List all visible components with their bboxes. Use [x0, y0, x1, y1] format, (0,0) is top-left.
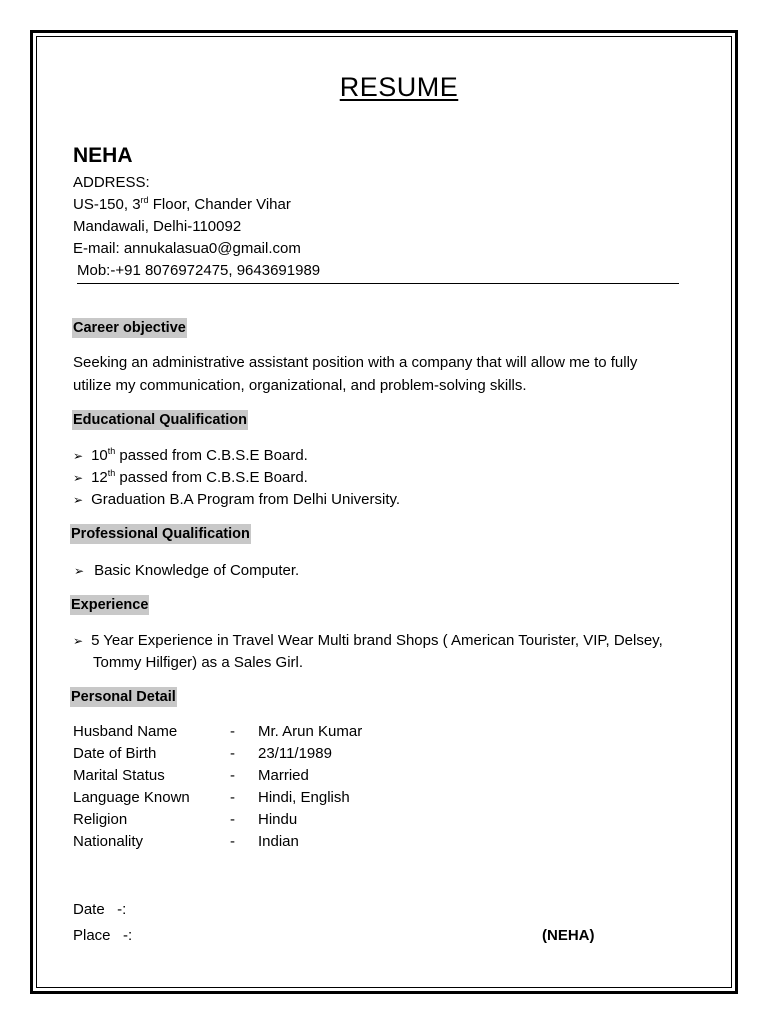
detail-separator: - — [230, 811, 235, 828]
detail-value: Mr. Arun Kumar — [258, 723, 363, 740]
experience-line-1 — [73, 630, 663, 652]
education-item — [73, 489, 400, 511]
detail-value: 23/11/1989 — [258, 745, 332, 762]
education-item-sup: th — [107, 446, 116, 456]
professional-qualification-heading: Professional Qualification — [71, 526, 250, 542]
detail-label: Nationality — [73, 833, 144, 850]
arrow-bullet-icon: ➢ — [73, 449, 84, 463]
detail-label: Marital Status — [73, 767, 165, 784]
detail-separator: - — [230, 789, 235, 806]
detail-value: Hindu — [258, 811, 298, 828]
education-item-rest: passed from C.B.S.E Board. — [115, 469, 308, 486]
candidate-name: NEHA — [73, 144, 133, 167]
detail-value: Married — [258, 767, 309, 784]
place-label: Place -: — [73, 927, 133, 944]
education-item-sup: th — [107, 468, 116, 478]
education-item-rest: passed from C.B.S.E Board. — [115, 447, 308, 464]
contact-divider — [77, 283, 679, 284]
education-item-text: 10 — [91, 447, 108, 464]
arrow-bullet-icon: ➢ — [74, 564, 85, 578]
date-label: Date -: — [73, 901, 127, 918]
email-text: E-mail: annukalasua0@gmail.com — [73, 240, 301, 257]
address-line-1-rest: Floor, Chander Vihar — [148, 196, 291, 213]
education-item-text: 12 — [91, 469, 108, 486]
address-label: ADDRESS: — [73, 174, 150, 191]
arrow-bullet-icon: ➢ — [73, 493, 84, 507]
address-line-1 — [73, 194, 291, 216]
professional-qualification-item — [74, 560, 299, 582]
career-objective-heading: Career objective — [73, 320, 186, 336]
signature-name: (NEHA) — [542, 927, 595, 944]
arrow-bullet-icon: ➢ — [73, 634, 84, 648]
experience-line-2: Tommy Hilfiger) as a Sales Girl. — [93, 654, 304, 671]
experience-text: 5 Year Experience in Travel Wear Multi brand Shops ( American Tourister, VIP, Delsey, — [91, 632, 663, 649]
address-line-1-sup: rd — [140, 195, 149, 205]
detail-separator: - — [230, 833, 235, 850]
personal-detail-heading: Personal Detail — [71, 689, 176, 705]
experience-heading: Experience — [71, 597, 149, 613]
career-objective-line-2: utilize my communication, organizational, and problem-solving skills. — [73, 377, 527, 394]
document-title: RESUME — [339, 72, 459, 102]
detail-separator: - — [230, 723, 235, 740]
detail-separator: - — [230, 767, 235, 784]
detail-value: Hindi, English — [258, 789, 350, 806]
detail-label: Husband Name — [73, 723, 178, 740]
mobile-text: Mob:-+91 8076972475, 9643691989 — [77, 262, 321, 279]
address-line-2: Mandawali, Delhi-110092 — [73, 218, 242, 235]
education-item-text: Graduation B.A Program from Delhi University. — [91, 491, 401, 508]
detail-label: Date of Birth — [73, 745, 157, 762]
detail-value: Indian — [258, 833, 299, 850]
education-item — [73, 467, 308, 489]
arrow-bullet-icon: ➢ — [73, 471, 84, 485]
detail-separator: - — [230, 745, 235, 762]
professional-qualification-text: Basic Knowledge of Computer. — [94, 562, 300, 579]
education-item — [73, 445, 308, 467]
education-heading: Educational Qualification — [73, 412, 248, 428]
detail-label: Religion — [73, 811, 128, 828]
address-line-1-text: US-150, 3 — [73, 196, 141, 213]
career-objective-line-1: Seeking an administrative assistant position with a company that will allow me to fully — [73, 354, 638, 371]
detail-label: Language Known — [73, 789, 190, 806]
